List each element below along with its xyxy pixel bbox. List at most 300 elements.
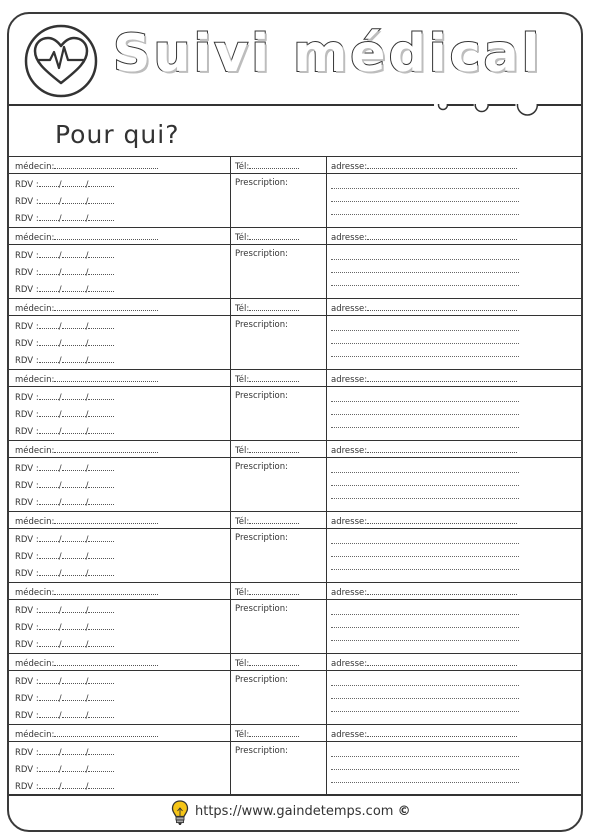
rdv-line xyxy=(15,354,114,366)
address-field xyxy=(331,586,517,598)
date-separator: / xyxy=(85,535,89,545)
date-separator: / xyxy=(85,481,89,491)
rdv-date-input[interactable] xyxy=(62,604,86,613)
rdv-date-input[interactable] xyxy=(88,709,114,718)
rdv-date-input[interactable] xyxy=(88,178,114,187)
date-separator: / xyxy=(85,410,89,420)
rdv-date-input[interactable] xyxy=(39,550,59,559)
date-separator: / xyxy=(85,322,89,332)
doctor-field-label: médecin: xyxy=(15,446,55,456)
rdv-date-input[interactable] xyxy=(88,479,114,488)
doctor-field-label: médecin: xyxy=(15,162,55,172)
rdv-line xyxy=(15,266,114,278)
rdv-line xyxy=(15,567,114,579)
page-frame xyxy=(7,12,583,832)
date-separator: / xyxy=(85,268,89,278)
address-field-input[interactable] xyxy=(367,373,517,382)
rdv-date-input[interactable] xyxy=(62,692,86,701)
doctor-field xyxy=(15,586,158,598)
rdv-label: RDV : xyxy=(15,765,39,775)
patient-label: Pour qui? xyxy=(55,120,180,149)
prescription-field xyxy=(235,533,288,543)
column-divider xyxy=(326,653,327,724)
date-separator: / xyxy=(58,552,62,562)
doctor-field-input[interactable] xyxy=(54,160,158,169)
doctor-field-label: médecin: xyxy=(15,375,55,385)
phone-field-input[interactable] xyxy=(249,302,299,311)
rdv-label: RDV : xyxy=(15,251,39,261)
rdv-label: RDV : xyxy=(15,268,39,278)
phone-field-input[interactable] xyxy=(249,231,299,240)
prescription-input-line[interactable] xyxy=(331,413,519,415)
appointment-block xyxy=(9,156,581,227)
phone-field-label: Tél: xyxy=(235,162,250,172)
phone-field xyxy=(235,231,299,243)
address-field-input[interactable] xyxy=(367,302,517,311)
column-divider xyxy=(230,156,231,227)
rdv-line xyxy=(15,550,114,562)
date-separator: / xyxy=(85,640,89,650)
date-separator: / xyxy=(85,427,89,437)
date-separator: / xyxy=(85,356,89,366)
rdv-label: RDV : xyxy=(15,180,39,190)
doctor-field-input[interactable] xyxy=(54,373,158,382)
date-separator: / xyxy=(85,569,89,579)
rdv-label: RDV : xyxy=(15,322,39,332)
prescription-input-line[interactable] xyxy=(331,781,519,783)
phone-field xyxy=(235,728,299,740)
rdv-date-input[interactable] xyxy=(62,283,86,292)
rdv-date-input[interactable] xyxy=(62,266,86,275)
rdv-date-input[interactable] xyxy=(39,621,59,630)
rdv-date-input[interactable] xyxy=(39,408,59,417)
rdv-line xyxy=(15,178,114,190)
phone-field-label: Tél: xyxy=(235,446,250,456)
rdv-label: RDV : xyxy=(15,464,39,474)
rdv-date-input[interactable] xyxy=(62,780,86,789)
rdv-date-input[interactable] xyxy=(39,763,59,772)
prescription-input-line[interactable] xyxy=(331,697,519,699)
rdv-date-input[interactable] xyxy=(39,604,59,613)
rdv-label: RDV : xyxy=(15,197,39,207)
rdv-date-input[interactable] xyxy=(39,249,59,258)
rdv-line xyxy=(15,212,114,224)
prescription-field xyxy=(235,604,288,614)
prescription-field xyxy=(235,746,288,756)
column-divider xyxy=(230,582,231,653)
rdv-date-input[interactable] xyxy=(88,391,114,400)
prescription-input-line[interactable] xyxy=(331,284,519,286)
rdv-date-input[interactable] xyxy=(39,283,59,292)
date-separator: / xyxy=(58,393,62,403)
rdv-label: RDV : xyxy=(15,339,39,349)
rdv-date-input[interactable] xyxy=(88,266,114,275)
rdv-date-input[interactable] xyxy=(39,391,59,400)
prescription-input-line[interactable] xyxy=(331,613,519,615)
address-field-input[interactable] xyxy=(367,657,517,666)
rdv-date-input[interactable] xyxy=(88,675,114,684)
phone-field xyxy=(235,515,299,527)
rdv-date-input[interactable] xyxy=(88,746,114,755)
rdv-date-input[interactable] xyxy=(88,621,114,630)
rdv-label: RDV : xyxy=(15,569,39,579)
rdv-date-input[interactable] xyxy=(62,354,86,363)
rdv-label: RDV : xyxy=(15,748,39,758)
rdv-date-input[interactable] xyxy=(39,195,59,204)
rdv-line xyxy=(15,462,114,474)
column-divider xyxy=(326,369,327,440)
prescription-input-line[interactable] xyxy=(331,542,519,544)
rdv-date-input[interactable] xyxy=(39,354,59,363)
rdv-date-input[interactable] xyxy=(88,567,114,576)
rdv-date-input[interactable] xyxy=(62,746,86,755)
prescription-input-line[interactable] xyxy=(331,684,519,686)
rdv-date-input[interactable] xyxy=(62,621,86,630)
address-field xyxy=(331,302,517,314)
prescription-input-line[interactable] xyxy=(331,400,519,402)
rdv-label: RDV : xyxy=(15,623,39,633)
rdv-date-input[interactable] xyxy=(62,212,86,221)
rdv-date-input[interactable] xyxy=(62,337,86,346)
rdv-date-input[interactable] xyxy=(88,533,114,542)
footer xyxy=(9,794,581,830)
rdv-date-input[interactable] xyxy=(39,567,59,576)
doctor-field-input[interactable] xyxy=(54,657,158,666)
phone-field-label: Tél: xyxy=(235,304,250,314)
rdv-date-input[interactable] xyxy=(39,212,59,221)
prescription-input-line[interactable] xyxy=(331,355,519,357)
column-divider xyxy=(326,156,327,227)
column-divider xyxy=(230,653,231,724)
date-separator: / xyxy=(85,782,89,792)
phone-field xyxy=(235,444,299,456)
rdv-date-input[interactable] xyxy=(88,283,114,292)
rdv-date-input[interactable] xyxy=(88,692,114,701)
column-divider xyxy=(230,724,231,795)
rdv-line xyxy=(15,709,114,721)
phone-field-input[interactable] xyxy=(249,373,299,382)
rdv-line xyxy=(15,692,114,704)
date-separator: / xyxy=(85,694,89,704)
heartbeat-heart-icon xyxy=(23,23,99,99)
prescription-input-line[interactable] xyxy=(331,342,519,344)
phone-field-input[interactable] xyxy=(249,515,299,524)
rdv-date-input[interactable] xyxy=(62,496,86,505)
address-field-label: adresse: xyxy=(331,446,368,456)
rdv-date-input[interactable] xyxy=(62,408,86,417)
prescription-input-line[interactable] xyxy=(331,271,519,273)
date-separator: / xyxy=(58,410,62,420)
rdv-date-input[interactable] xyxy=(88,249,114,258)
header xyxy=(9,14,581,106)
rdv-date-input[interactable] xyxy=(39,675,59,684)
rdv-line xyxy=(15,337,114,349)
rdv-date-input[interactable] xyxy=(88,212,114,221)
phone-field xyxy=(235,302,299,314)
rdv-date-input[interactable] xyxy=(88,496,114,505)
phone-field-input[interactable] xyxy=(249,444,299,453)
column-divider xyxy=(326,227,327,298)
rdv-date-input[interactable] xyxy=(88,550,114,559)
date-separator: / xyxy=(58,535,62,545)
doctor-field xyxy=(15,160,158,172)
rdv-date-input[interactable] xyxy=(39,638,59,647)
prescription-field xyxy=(235,675,288,685)
rdv-date-input[interactable] xyxy=(62,178,86,187)
date-separator: / xyxy=(58,427,62,437)
rdv-line xyxy=(15,675,114,687)
rdv-date-input[interactable] xyxy=(88,763,114,772)
phone-field-label: Tél: xyxy=(235,375,250,385)
rdv-date-input[interactable] xyxy=(39,780,59,789)
prescription-input-line[interactable] xyxy=(331,213,519,215)
date-separator: / xyxy=(58,251,62,261)
rdv-date-input[interactable] xyxy=(39,479,59,488)
rdv-line xyxy=(15,604,114,616)
rdv-date-input[interactable] xyxy=(62,550,86,559)
date-separator: / xyxy=(58,339,62,349)
rdv-date-input[interactable] xyxy=(88,462,114,471)
address-field-label: adresse: xyxy=(331,588,368,598)
date-separator: / xyxy=(58,197,62,207)
rdv-line xyxy=(15,621,114,633)
appointment-block xyxy=(9,724,581,795)
date-separator: / xyxy=(85,214,89,224)
phone-field xyxy=(235,373,299,385)
rdv-date-input[interactable] xyxy=(62,391,86,400)
phone-field xyxy=(235,657,299,669)
date-separator: / xyxy=(85,180,89,190)
address-field xyxy=(331,444,517,456)
date-separator: / xyxy=(58,782,62,792)
doctor-field-input[interactable] xyxy=(54,302,158,311)
address-field-input[interactable] xyxy=(367,160,517,169)
prescription-input-line[interactable] xyxy=(331,768,519,770)
prescription-input-line[interactable] xyxy=(331,484,519,486)
date-separator: / xyxy=(85,393,89,403)
rdv-date-input[interactable] xyxy=(62,249,86,258)
doctor-field-input[interactable] xyxy=(54,231,158,240)
rdv-date-input[interactable] xyxy=(39,178,59,187)
date-separator: / xyxy=(85,677,89,687)
doctor-field xyxy=(15,231,158,243)
prescription-input-line[interactable] xyxy=(331,329,519,331)
appointment-block xyxy=(9,511,581,582)
address-field-input[interactable] xyxy=(367,231,517,240)
doctor-field-label: médecin: xyxy=(15,588,55,598)
doctor-field-label: médecin: xyxy=(15,730,55,740)
rdv-date-input[interactable] xyxy=(88,604,114,613)
date-separator: / xyxy=(58,569,62,579)
rdv-date-input[interactable] xyxy=(39,337,59,346)
page-title: Suivi médical xyxy=(113,24,543,84)
address-field-input[interactable] xyxy=(367,586,517,595)
rdv-label: RDV : xyxy=(15,214,39,224)
appointment-block xyxy=(9,369,581,440)
rdv-date-input[interactable] xyxy=(62,763,86,772)
rdv-label: RDV : xyxy=(15,694,39,704)
date-separator: / xyxy=(58,498,62,508)
prescription-field xyxy=(235,391,288,401)
phone-field-label: Tél: xyxy=(235,517,250,527)
address-field-input[interactable] xyxy=(367,728,517,737)
address-field-label: adresse: xyxy=(331,233,368,243)
address-field-label: adresse: xyxy=(331,517,368,527)
rdv-line xyxy=(15,479,114,491)
address-field xyxy=(331,373,517,385)
date-separator: / xyxy=(58,765,62,775)
prescription-input-line[interactable] xyxy=(331,710,519,712)
rdv-line xyxy=(15,746,114,758)
doctor-field-input[interactable] xyxy=(54,728,158,737)
rdv-line xyxy=(15,638,114,650)
rdv-label: RDV : xyxy=(15,782,39,792)
prescription-input-line[interactable] xyxy=(331,497,519,499)
rdv-line xyxy=(15,195,114,207)
prescription-input-line[interactable] xyxy=(331,426,519,428)
doctor-field-label: médecin: xyxy=(15,659,55,669)
address-field xyxy=(331,515,517,527)
rdv-date-input[interactable] xyxy=(39,266,59,275)
prescription-field xyxy=(235,462,288,472)
rdv-date-input[interactable] xyxy=(88,195,114,204)
prescription-input-line[interactable] xyxy=(331,555,519,557)
rdv-date-input[interactable] xyxy=(88,320,114,329)
prescription-field xyxy=(235,320,288,330)
footer-url-line xyxy=(195,804,411,819)
rdv-line xyxy=(15,763,114,775)
doctor-field-input[interactable] xyxy=(54,444,158,453)
doctor-field-label: médecin: xyxy=(15,304,55,314)
rdv-label: RDV : xyxy=(15,393,39,403)
rdv-line xyxy=(15,320,114,332)
phone-field-input[interactable] xyxy=(249,160,299,169)
address-field xyxy=(331,160,517,172)
date-separator: / xyxy=(58,748,62,758)
column-divider xyxy=(326,582,327,653)
date-separator: / xyxy=(58,322,62,332)
rdv-date-input[interactable] xyxy=(88,780,114,789)
column-divider xyxy=(230,227,231,298)
doctor-field-input[interactable] xyxy=(54,515,158,524)
date-separator: / xyxy=(58,677,62,687)
rdv-line xyxy=(15,283,114,295)
rdv-label: RDV : xyxy=(15,410,39,420)
date-separator: / xyxy=(58,356,62,366)
rdv-date-input[interactable] xyxy=(62,425,86,434)
rdv-date-input[interactable] xyxy=(62,462,86,471)
date-separator: / xyxy=(58,481,62,491)
address-field-label: adresse: xyxy=(331,375,368,385)
prescription-input-line[interactable] xyxy=(331,200,519,202)
rdv-date-input[interactable] xyxy=(88,425,114,434)
rdv-date-input[interactable] xyxy=(62,479,86,488)
appointment-block xyxy=(9,440,581,511)
rdv-date-input[interactable] xyxy=(39,496,59,505)
phone-field-label: Tél: xyxy=(235,730,250,740)
prescription-input-line[interactable] xyxy=(331,471,519,473)
rdv-date-input[interactable] xyxy=(62,675,86,684)
date-separator: / xyxy=(58,606,62,616)
phone-field xyxy=(235,586,299,598)
rdv-date-input[interactable] xyxy=(39,533,59,542)
phone-field xyxy=(235,160,299,172)
phone-field-input[interactable] xyxy=(249,728,299,737)
rdv-label: RDV : xyxy=(15,427,39,437)
rdv-line xyxy=(15,391,114,403)
prescription-field-label: Prescription: xyxy=(235,320,289,330)
rdv-date-input[interactable] xyxy=(88,354,114,363)
rdv-label: RDV : xyxy=(15,640,39,650)
address-field-label: adresse: xyxy=(331,730,368,740)
column-divider xyxy=(326,724,327,795)
prescription-field-label: Prescription: xyxy=(235,604,289,614)
rdv-date-input[interactable] xyxy=(39,692,59,701)
phone-field-input[interactable] xyxy=(249,657,299,666)
rdv-label: RDV : xyxy=(15,711,39,721)
column-divider xyxy=(230,440,231,511)
appointment-block xyxy=(9,653,581,724)
appointment-block xyxy=(9,582,581,653)
phone-field-label: Tél: xyxy=(235,659,250,669)
address-field-input[interactable] xyxy=(367,444,517,453)
date-separator: / xyxy=(58,464,62,474)
rdv-date-input[interactable] xyxy=(62,709,86,718)
prescription-input-line[interactable] xyxy=(331,639,519,641)
date-separator: / xyxy=(58,623,62,633)
rdv-date-input[interactable] xyxy=(88,408,114,417)
footer-url[interactable]: https://www.gaindetemps.com xyxy=(195,804,394,819)
prescription-field-label: Prescription: xyxy=(235,533,289,543)
prescription-input-line[interactable] xyxy=(331,568,519,570)
rdv-date-input[interactable] xyxy=(39,709,59,718)
date-separator: / xyxy=(85,197,89,207)
rdv-date-input[interactable] xyxy=(62,195,86,204)
rdv-date-input[interactable] xyxy=(39,320,59,329)
rdv-date-input[interactable] xyxy=(39,746,59,755)
prescription-input-line[interactable] xyxy=(331,755,519,757)
rdv-date-input[interactable] xyxy=(62,533,86,542)
doctor-field xyxy=(15,515,158,527)
date-separator: / xyxy=(85,285,89,295)
address-field-input[interactable] xyxy=(367,515,517,524)
date-separator: / xyxy=(58,640,62,650)
date-separator: / xyxy=(85,464,89,474)
prescription-input-line[interactable] xyxy=(331,187,519,189)
rdv-date-input[interactable] xyxy=(88,638,114,647)
date-separator: / xyxy=(85,711,89,721)
prescription-input-line[interactable] xyxy=(331,626,519,628)
doctor-field-input[interactable] xyxy=(54,586,158,595)
rdv-label: RDV : xyxy=(15,677,39,687)
rdv-date-input[interactable] xyxy=(39,462,59,471)
column-divider xyxy=(326,298,327,369)
rdv-date-input[interactable] xyxy=(62,320,86,329)
column-divider xyxy=(230,511,231,582)
rdv-date-input[interactable] xyxy=(62,638,86,647)
rdv-date-input[interactable] xyxy=(39,425,59,434)
address-field xyxy=(331,728,517,740)
address-field xyxy=(331,657,517,669)
address-field-label: adresse: xyxy=(331,304,368,314)
prescription-input-line[interactable] xyxy=(331,258,519,260)
date-separator: / xyxy=(85,498,89,508)
rdv-date-input[interactable] xyxy=(88,337,114,346)
rdv-date-input[interactable] xyxy=(62,567,86,576)
date-separator: / xyxy=(85,606,89,616)
date-separator: / xyxy=(85,748,89,758)
phone-field-input[interactable] xyxy=(249,586,299,595)
